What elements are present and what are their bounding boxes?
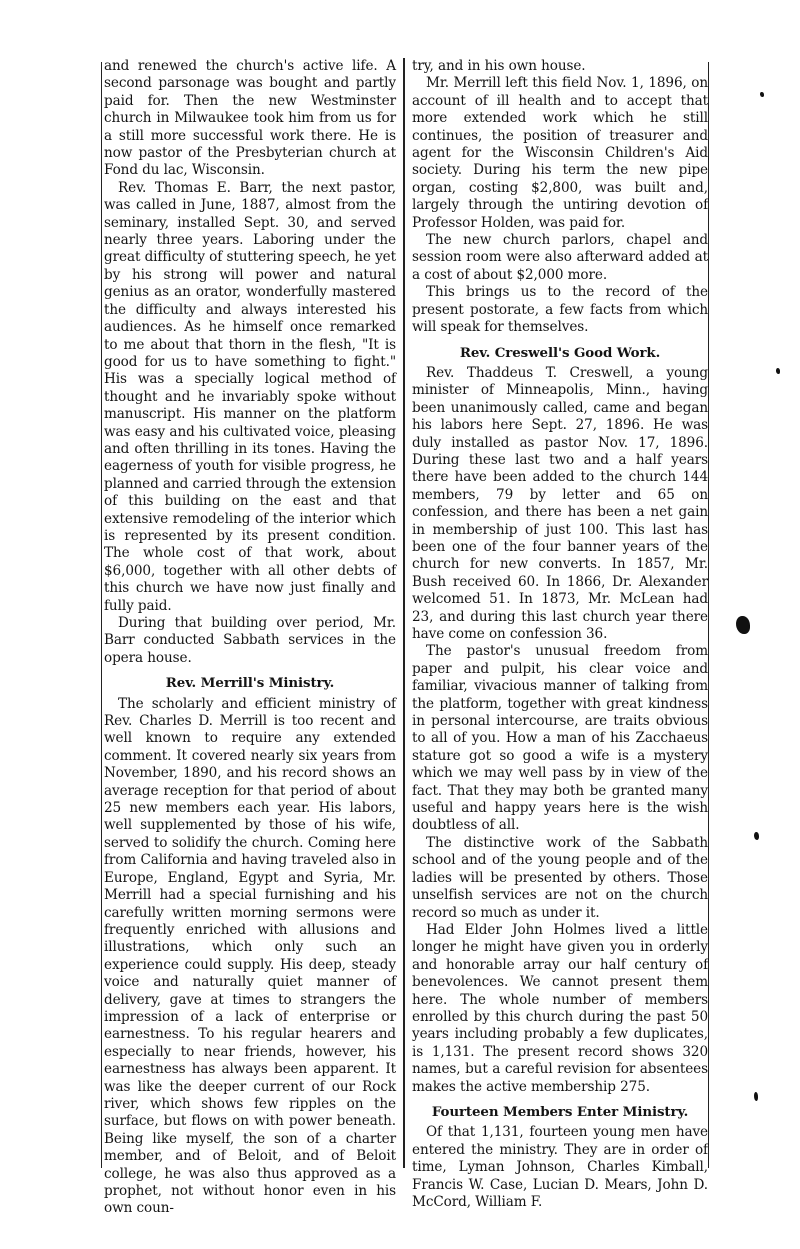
- right-column-rule: [708, 62, 709, 1168]
- paragraph: Mr. Merrill left this field Nov. 1, 1896, on account of ill health and to accept that more extended work which he still continues, the position of treasurer and agent for the Wisconsin Children's Aid society. During his term the new pipe organ, costing $2,800, was built and, largely through the untiring devotion of Professor Holden, was paid for.: [412, 75, 708, 231]
- paragraph: The scholarly and efficient ministry of Rev. Charles D. Merrill is too recent and well known to require any extended comment. It covered nearly six years from November, 1890, and his record shows an average reception for that period of about 25 new members each year. His labors, well supplemented by those of his wife, served to solidify the church. Coming here from California and having traveled also in Europe, England, Egypt and Syria, Mr. Merrill had a special furnishing and his carefully written morning sermons were frequently enriched with allusions and illustrations, which only such an experience could supply. His deep, steady voice and naturally quiet manner of delivery, gave at times to strangers the impression of a lack of enterprise or earnestness. To his regular hearers and especially to near friends, however, his earnestness has always been apparent. It was like the deeper current of our Rock river, which shows few ripples on the surface, but flows on with power beneath. Being like myself, the son of a charter member, and of Beloit, and of Beloit college, he was also thus approved as a prophet, not without honor even in his own coun-: [104, 695, 396, 1217]
- ink-blot: [736, 616, 750, 634]
- paragraph: During that building over period, Mr. Barr conducted Sabbath services in the opera house.: [104, 615, 396, 666]
- paragraph: try, and in his own house.: [412, 58, 586, 74]
- text-column-left: [104, 58, 396, 1218]
- ink-speck: [754, 832, 759, 840]
- ink-speck: [776, 368, 780, 374]
- paragraph: Had Elder John Holmes lived a little longer he might have given you in orderly and honorable array our half century of benevolences. We cannot present them here. The whole number of members enrolled by this church during the past 50 years including probably a few duplicates, is 1,131. The present record shows 320 names, but a careful revision for absentees makes the active membership 275.: [412, 921, 708, 1095]
- paragraph: and renewed the church's active life. A second parsonage was bought and partly paid for. Then the new Westminster church in Milwaukee took him from us for a still more successful work there. He is now pastor of the Presbyterian church at Fond du lac, Wisconsin.: [104, 58, 396, 179]
- section-heading: Rev. Merrill's Ministry.: [165, 675, 335, 692]
- ink-speck: [754, 1092, 758, 1101]
- column-divider-rule: [403, 58, 405, 1168]
- paragraph: The pastor's unusual freedom from paper and pulpit, his clear voice and familiar, vivacious manner of talking from the platform, together with great kindness in personal intercourse, are traits obvious to all of you. How a man of his Zacchaeus stature got so good a wife is a mystery which we may well pass by in view of the fact. That they may both be granted many useful and happy years here is the wish doubtless of all.: [412, 643, 708, 834]
- paragraph: Of that 1,131, fourteen young men have entered the ministry. They are in order of time, Lyman Johnson, Charles Kimball, Francis W. Case, Lucian D. Mears, John D. McCord, William F.: [412, 1124, 708, 1210]
- paragraph: Rev. Thaddeus T. Creswell, a young minister of Minneapolis, Minn., having been unanimously called, came and began his labors here Sept. 27, 1896. He was duly installed as pastor Nov. 17, 1896. During these last two and a half years there have been added to the church 144 members, 79 by letter and 65 on confession, and there has been a net gain in membership of just 100. This last has been one of the four banner years of the church for new converts. In 1857, Mr. Bush received 60. In 1866, Dr. Alexander welcomed 51. In 1873, Mr. McLean had 23, and during this last church year there have come on confession 36.: [412, 364, 708, 642]
- paragraph: The new church parlors, chapel and session room were also afterward added at a cost of about $2,000 more.: [412, 232, 708, 283]
- text-column-right: [412, 58, 708, 1211]
- section-heading: Fourteen Members Enter Ministry.: [431, 1103, 689, 1120]
- left-column-rule: [101, 62, 102, 1168]
- section-heading: Rev. Creswell's Good Work.: [459, 344, 661, 361]
- ink-speck: [760, 92, 764, 97]
- paragraph: Rev. Thomas E. Barr, the next pastor, was called in June, 1887, almost from the seminary, installed Sept. 30, and served nearly three years. Laboring under the great difficulty of stuttering speech, he yet by his strong will power and natural genius as an orator, wonderfully mastered the difficulty and always interested his audiences. As he himself once remarked to me about that thorn in the flesh, "It is good for us to have something to fight." His was a specially logical method of thought and he invariably spoke without manuscript. His manner on the platform was easy and his cultivated voice, pleasing and often thrilling in its tones. Having the eagerness of youth for visible progress, he planned and carried through the extension of this building on the east and that extensive remodeling of the interior which is represented by its present condition. The whole cost of that work, about $6,000, together with all other debts of this church we have now just finally and fully paid.: [104, 179, 396, 614]
- paragraph: This brings us to the record of the present postorate, a few facts from which will speak for themselves.: [412, 284, 708, 336]
- paragraph: The distinctive work of the Sabbath school and of the young people and of the ladies will be presented by others. Those unselfish services are not on the church record so much as under it.: [412, 834, 708, 921]
